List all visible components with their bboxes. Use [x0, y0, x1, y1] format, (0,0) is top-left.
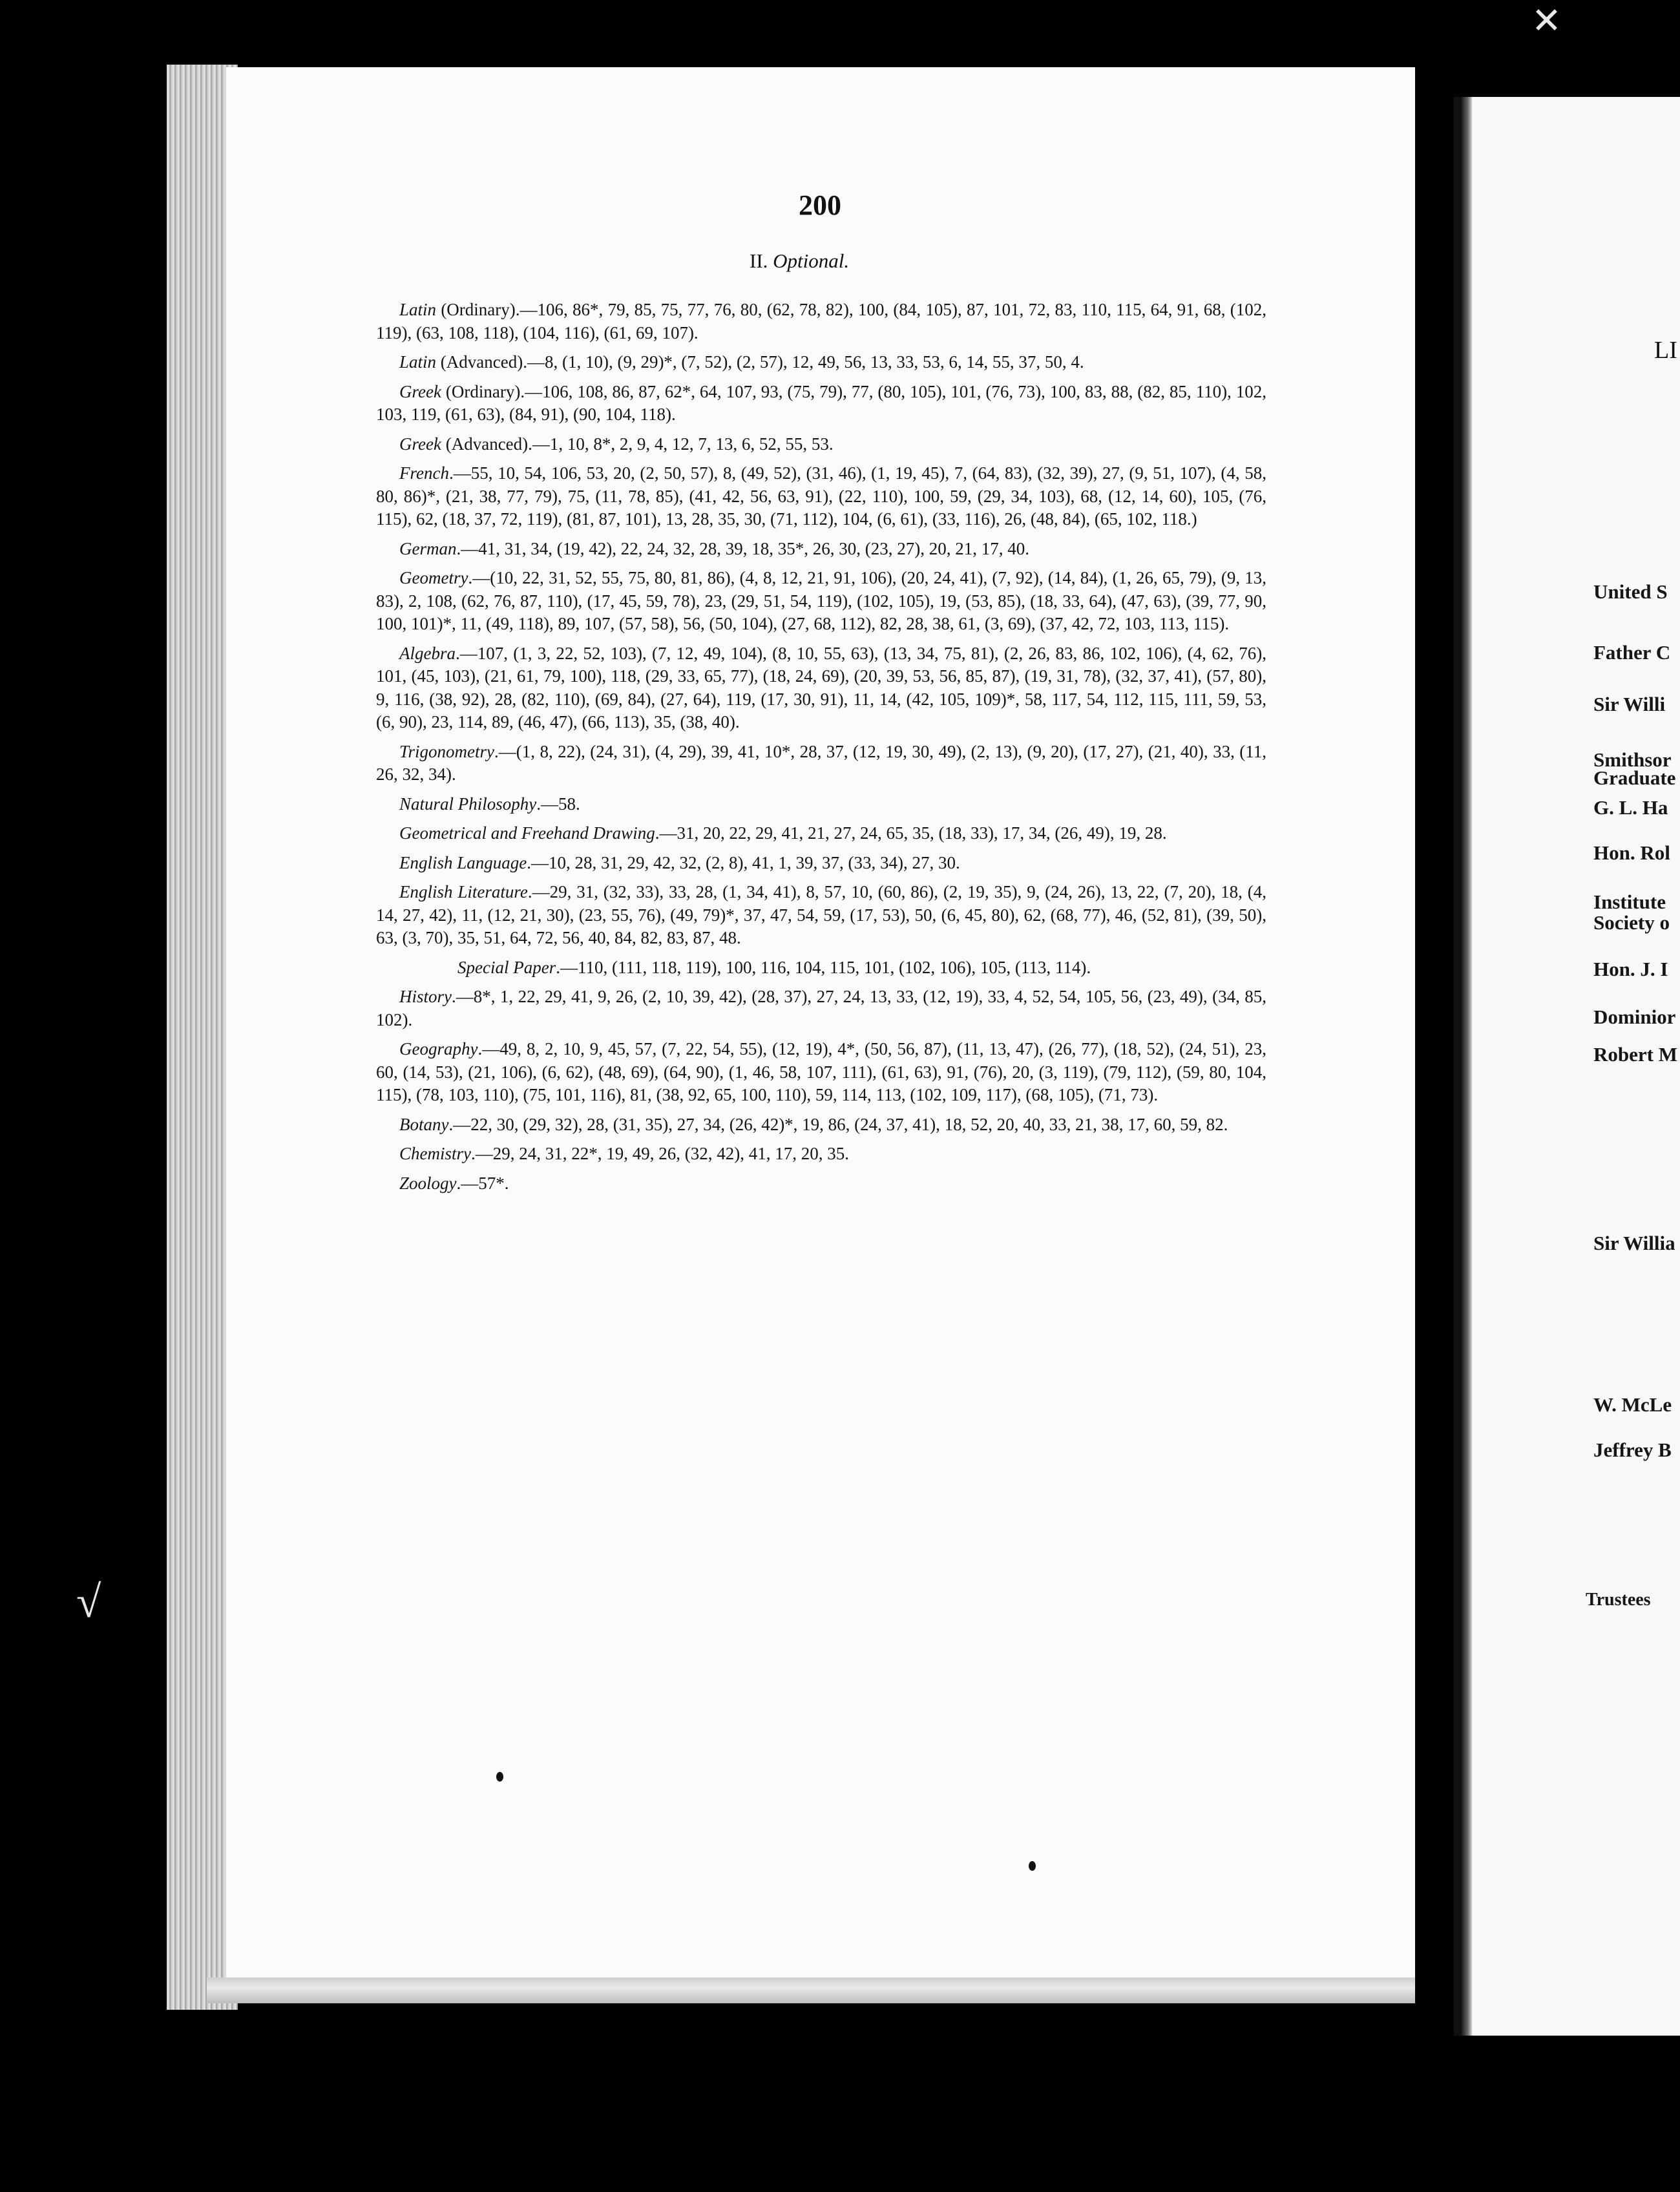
subject-name: Latin	[399, 352, 437, 372]
subject-entry	[376, 1143, 1266, 1166]
right-page-line: Smithsor	[1593, 748, 1672, 771]
subject-entry	[376, 299, 1266, 344]
subject-name: Special Paper	[457, 957, 556, 977]
subject-ranking: (Advanced).—8, (1, 10), (9, 29)*, (7, 52), (2, 57), 12, 49, 56, 13, 33, 53, 6, 14, 55, 37, 50, 4.	[436, 352, 1084, 372]
subject-name: Trigonometry	[399, 741, 495, 761]
subject-ranking: .—22, 30, (29, 32), 28, (31, 35), 27, 34, (26, 42)*, 19, 86, (24, 37, 41), 18, 52, 20, 40, 33, 21, 38, 17, 60, 59, 82.	[448, 1114, 1228, 1134]
subject-entry	[376, 1113, 1266, 1137]
subject-ranking: .—29, 31, (32, 33), 33, 28, (1, 34, 41), 8, 57, 10, (60, 86), (2, 19, 35), 9, (24, 26), 13, 22, (7, 20), 18, (4, 14, 27, 42), 11, (12, 21, 30), (23, 55, 76), (49, 79)*, 37, 47, 54, 59, (17, 53), 50, (6, 45, 80), 62, (68, 77), 46, (52, 81), (39, 50), 63, (3, 70), 35, 51, 64, 72, 56, 40, 84, 82, 83, 87, 48.	[376, 882, 1266, 947]
subject-name: French	[399, 463, 449, 483]
subject-name: Greek	[399, 434, 441, 454]
right-page-line: Sir Willi	[1593, 693, 1666, 715]
book-gutter	[1415, 65, 1454, 2010]
subject-ranking: .—49, 8, 2, 10, 9, 45, 57, (7, 22, 54, 55), (12, 19), 4*, (50, 56, 87), (11, 13, 47), (26, 77), (18, 52), (24, 51), 23, 60, (14, 53), (21, 106), (6, 62), (48, 69), (64, 90), (1, 46, 58, 107, 111), (61, 63), 91, (76), 20, (3, 119), (79, 112), (59, 80, 104, 115), (78, 103, 110), (75, 101, 116), 81, (38, 92, 65, 100, 110), 59, 114, 113, (102, 109, 117), (68, 105), (71, 73).	[376, 1039, 1266, 1104]
right-page-line: Robert M	[1593, 1043, 1677, 1066]
subject-entry	[376, 956, 1266, 980]
subject-ranking: .—58.	[536, 794, 580, 814]
subject-ranking: .—(10, 22, 31, 52, 55, 75, 80, 81, 86), (4, 8, 12, 21, 91, 106), (20, 24, 41), (7, 92), (14, 84), (1, 26, 65, 79), (9, 13, 83), 2, 108, (62, 76, 87, 110), (17, 45, 59, 78), 23, (29, 51, 54, 119), (102, 105), 19, (53, 85), (18, 33, 64), (47, 63), (39, 77, 90, 100, 101)*, 11, (49, 118), 89, 107, (57, 58), 56, (50, 104), (27, 68, 112), 82, 28, 38, 61, (3, 69), (37, 42, 72, 103, 113, 115).	[376, 568, 1266, 633]
page-number: 200	[799, 189, 841, 221]
subject-ranking: (Advanced).—1, 10, 8*, 2, 9, 4, 12, 7, 13, 6, 52, 55, 53.	[441, 434, 834, 454]
subject-ranking: .—110, (111, 118, 119), 100, 116, 104, 115, 101, (102, 106), 105, (113, 114).	[556, 957, 1091, 977]
right-page-line: Father C	[1593, 641, 1671, 664]
subject-entry	[376, 538, 1266, 561]
subject-ranking: (Ordinary).—106, 108, 86, 87, 62*, 64, 107, 93, (75, 79), 77, (80, 105), 101, (76, 73), 100, 83, 88, (82, 85, 110), 102, 103, 119, (61, 63), (84, 91), (90, 104, 118).	[376, 381, 1266, 424]
subject-name: Zoology	[399, 1173, 457, 1193]
scan-mark: ✕	[1531, 1, 1562, 41]
right-page-line: Hon. J. I	[1593, 958, 1668, 980]
subject-entry	[376, 985, 1266, 1031]
subject-entry	[376, 1172, 1266, 1196]
subject-ranking: .—41, 31, 34, (19, 42), 22, 24, 32, 28, 39, 18, 35*, 26, 30, (23, 27), 20, 21, 17, 40.	[456, 538, 1029, 558]
subject-entry	[376, 462, 1266, 531]
subject-ranking: .—8*, 1, 22, 29, 41, 9, 26, (2, 10, 39, 42), (28, 37), 27, 24, 13, 33, (12, 19), 33, 4, 52, 54, 105, 56, (23, 49), (34, 85, 102).	[376, 987, 1266, 1029]
subject-entry	[376, 852, 1266, 875]
section-title-text: Optional.	[773, 249, 850, 272]
subject-ranking: .—57*.	[456, 1173, 509, 1193]
right-page-line: United S	[1593, 580, 1668, 603]
subject-name: Algebra	[399, 643, 456, 663]
subject-entry	[376, 381, 1266, 427]
subject-list	[376, 299, 1266, 1201]
right-page-seam	[1462, 97, 1472, 2036]
subject-name: Chemistry	[399, 1144, 471, 1163]
right-page-line: Dominior	[1593, 1006, 1676, 1028]
subject-ranking: .—31, 20, 22, 29, 41, 21, 27, 24, 65, 35, (18, 33), 17, 34, (26, 49), 19, 28.	[655, 823, 1167, 843]
right-page-line: W. McLe	[1593, 1393, 1672, 1416]
subject-entry	[376, 881, 1266, 950]
subject-name: Latin	[399, 300, 437, 319]
subject-name: Botany	[399, 1114, 449, 1134]
subject-name: Geography	[399, 1039, 478, 1059]
subject-entry	[376, 642, 1266, 734]
subject-entry	[376, 1038, 1266, 1107]
subject-entry	[376, 822, 1266, 845]
ink-dot	[496, 1772, 503, 1782]
subject-ranking: .—10, 28, 31, 29, 42, 32, (2, 8), 41, 1, 39, 37, (33, 34), 27, 30.	[527, 852, 960, 872]
subject-entry	[376, 433, 1266, 456]
subject-entry	[376, 567, 1266, 636]
right-page	[1454, 97, 1680, 2036]
subject-name: Geometry	[399, 568, 468, 587]
subject-entry	[376, 351, 1266, 374]
right-page-heading: LI	[1654, 337, 1677, 364]
subject-ranking: .—107, (1, 3, 22, 52, 103), (7, 12, 49, 104), (8, 10, 55, 63), (13, 34, 75, 81), (2, 26, 83, 86, 102, 106), (4, 62, 76), 101, (45, 103), (21, 61, 79, 100), 118, (29, 33, 65, 77), (18, 24, 69), (20, 39, 53, 56, 85, 87), (19, 31, 78), (32, 37, 41), (57, 80), 9, 116, (38, 92), 28, (82, 110), (69, 84), (27, 64), 119, (17, 30, 91), 11, 14, (42, 105, 109)*, 58, 117, 54, 112, 115, 111, 59, 53, (6, 90), 23, 114, 89, (46, 47), (66, 113), 35, (38, 40).	[376, 643, 1266, 732]
right-page-line: G. L. Ha	[1593, 796, 1668, 819]
right-page-line: Graduate	[1593, 766, 1676, 789]
right-page-line: Society o	[1593, 911, 1670, 934]
subject-name: Geometrical and Freehand Drawing	[399, 823, 655, 843]
right-page-line: Institute	[1593, 890, 1666, 913]
scan-mark-left: √	[76, 1577, 101, 1627]
subject-ranking: .—29, 24, 31, 22*, 19, 49, 26, (32, 42), 41, 17, 20, 35.	[471, 1144, 849, 1163]
subject-name: Greek	[399, 381, 441, 401]
subject-ranking: .—(1, 8, 22), (24, 31), (4, 29), 39, 41, 10*, 28, 37, (12, 19, 30, 49), (2, 13), (9, 20), (17, 27), (21, 40), 33, (11, 26, 32, 34).	[376, 741, 1266, 784]
subject-ranking: (Ordinary).—106, 86*, 79, 85, 75, 77, 76, 80, (62, 78, 82), 100, (84, 105), 87, 101, 72, 83, 110, 115, 64, 91, 68, (102, 119), (63, 108, 118), (104, 116), (61, 69, 107).	[376, 300, 1266, 342]
right-page-line: Trustees	[1586, 1590, 1651, 1610]
right-page-line: Jeffrey B	[1593, 1438, 1672, 1461]
subject-name: History	[399, 987, 452, 1006]
subject-name: Natural Philosophy	[399, 794, 537, 814]
subject-name: English Language	[399, 852, 527, 872]
subject-entry	[376, 793, 1266, 816]
subject-entry	[376, 741, 1266, 786]
subject-ranking: .—55, 10, 54, 106, 53, 20, (2, 50, 57), 8, (49, 52), (31, 46), (1, 19, 45), 7, (64, 83), (32, 39), 27, (9, 51, 107), (4, 58, 80, 86)*, (21, 38, 77, 79), 75, (11, 78, 85), (41, 42, 56, 63, 91), (22, 110), 100, 59, (29, 34, 103), 68, (12, 14, 60), 105, (76, 115), 62, (18, 37, 72, 119), (81, 87, 101), 13, 28, 35, 30, (71, 112), 104, (6, 61), (33, 116), 26, (48, 84), (65, 102, 118.)	[376, 463, 1266, 529]
right-page-line: Sir Willia	[1593, 1232, 1675, 1254]
subject-name: English Literature	[399, 882, 528, 901]
subject-name: German	[399, 538, 457, 558]
ink-dot	[1029, 1861, 1036, 1871]
right-page-line: Hon. Rol	[1593, 841, 1670, 864]
section-title	[750, 249, 849, 273]
book-page-edge-bottom	[207, 1977, 1422, 2003]
section-number: II.	[750, 249, 768, 272]
